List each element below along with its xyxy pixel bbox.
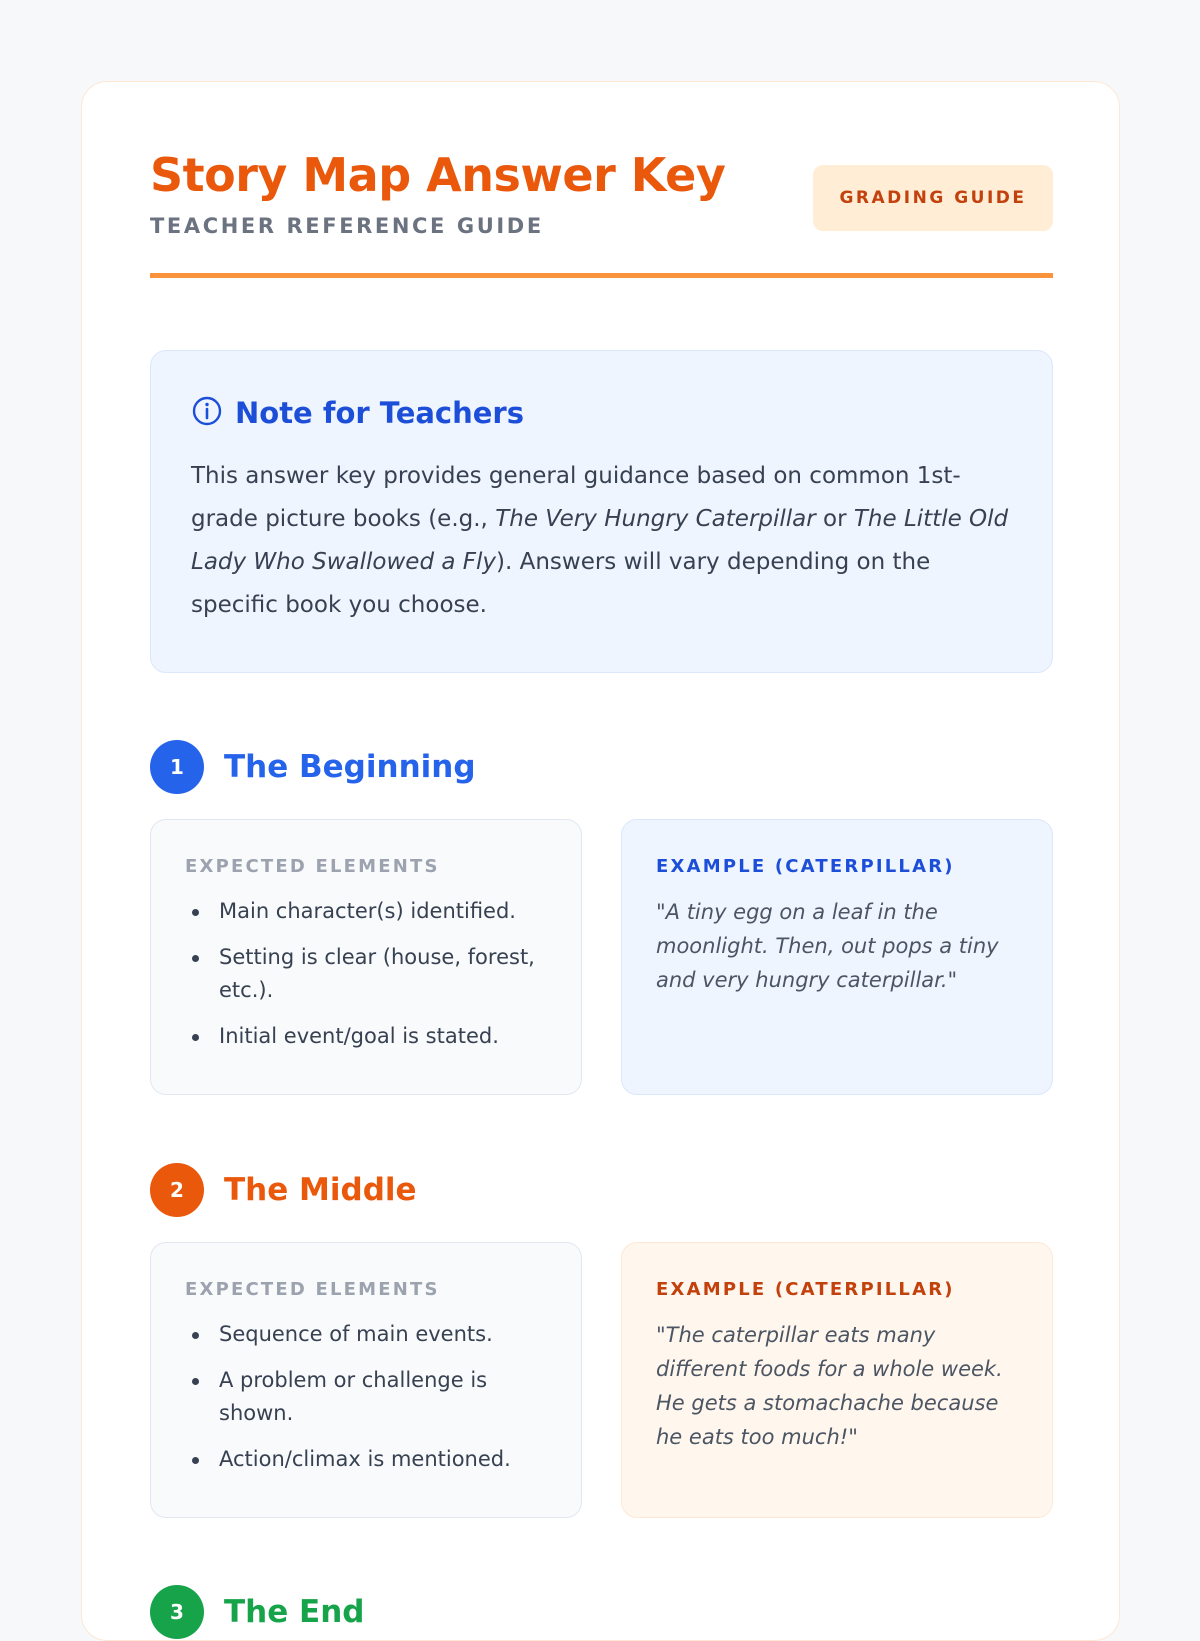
list-item: Setting is clear (house, forest, etc.). xyxy=(185,941,547,1007)
grading-guide-badge: GRADING GUIDE xyxy=(813,165,1053,231)
section-title: The Middle xyxy=(224,1172,417,1208)
section-title: The End xyxy=(224,1594,365,1630)
section-end-header xyxy=(150,1585,364,1639)
note-text-part: This answer key provides general guidance based on common 1st-grade picture books (e.g., xyxy=(191,463,961,532)
note-text-part: ). Answers will vary depending on the specific book you choose. xyxy=(191,549,931,618)
example-label: EXAMPLE (CATERPILLAR) xyxy=(656,856,955,877)
list-item: Action/climax is mentioned. xyxy=(185,1443,547,1476)
expected-elements-label: EXPECTED ELEMENTS xyxy=(185,1279,440,1300)
expected-elements-list xyxy=(185,1318,547,1476)
list-item: Initial event/goal is stated. xyxy=(185,1020,547,1053)
page-subtitle: TEACHER REFERENCE GUIDE xyxy=(150,214,544,238)
book-title-caterpillar: The Very Hungry Caterpillar xyxy=(495,506,816,532)
section-beginning-header xyxy=(150,740,476,794)
example-box xyxy=(621,819,1053,1095)
expected-elements-list xyxy=(185,895,547,1053)
list-item: Sequence of main events. xyxy=(185,1318,547,1351)
expected-elements-box xyxy=(150,819,582,1095)
answer-key-card xyxy=(81,81,1120,1641)
book-title-old-lady: The Little Old Lady Who Swallowed a Fly xyxy=(191,506,1009,575)
teacher-note-header xyxy=(191,393,1012,433)
info-icon xyxy=(191,395,223,431)
list-item: A problem or challenge is shown. xyxy=(185,1364,547,1430)
section-number-badge: 3 xyxy=(150,1585,204,1639)
teacher-note-text xyxy=(191,455,1012,627)
example-box xyxy=(621,1242,1053,1518)
page-header xyxy=(150,148,1053,278)
section-title: The Beginning xyxy=(224,749,476,785)
example-quote: "A tiny egg on a leaf in the moonlight. Then, out pops a tiny and very hungry caterpillar." xyxy=(656,900,999,992)
section-middle-header xyxy=(150,1163,417,1217)
page-title: Story Map Answer Key xyxy=(150,148,726,202)
teacher-note-title: Note for Teachers xyxy=(235,396,524,430)
expected-elements-box xyxy=(150,1242,582,1518)
expected-elements-label: EXPECTED ELEMENTS xyxy=(185,856,440,877)
section-number-badge: 1 xyxy=(150,740,204,794)
note-text-part: or xyxy=(815,506,854,532)
example-label: EXAMPLE (CATERPILLAR) xyxy=(656,1279,955,1300)
list-item: Main character(s) identified. xyxy=(185,895,547,928)
example-quote: "The caterpillar eats many different foods for a whole week. He gets a stomachache because he eats too much!" xyxy=(656,1323,1003,1449)
teacher-note xyxy=(150,350,1053,673)
section-number-badge: 2 xyxy=(150,1163,204,1217)
